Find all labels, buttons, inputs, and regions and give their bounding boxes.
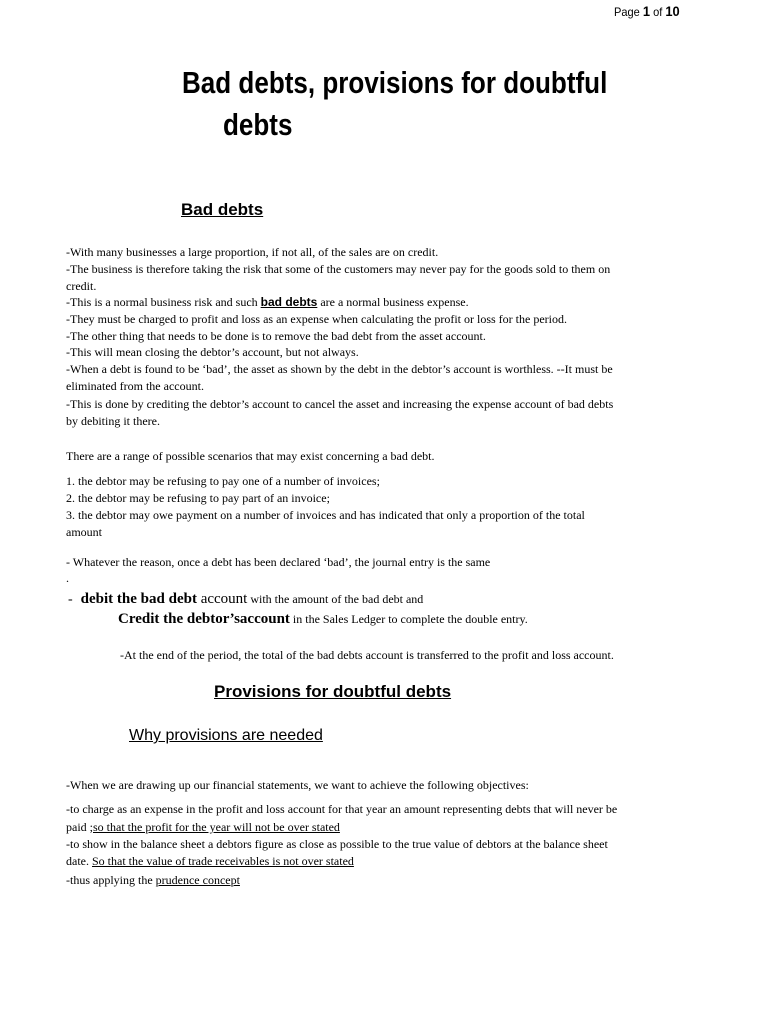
objective-3-pre: -thus applying the [66,873,156,887]
objective-2: -to show in the balance sheet a debtors figure as close as possible to the true value of debtors at the balance sheet [66,837,608,851]
subheading-why-provisions [129,726,323,746]
bad-debts-line-8-cont: by debiting it there. [66,414,160,428]
journal-dot: . [66,571,69,585]
journal-debit-account: account [196,591,248,607]
scenarios-intro: There are a range of possible scenarios that may exist concerning a bad debt. [66,449,435,463]
journal-debit-bold: debit the bad debt [80,591,197,607]
bad-debts-line-2-cont: credit. [66,279,97,293]
objective-2-cont [66,853,354,870]
journal-intro: - Whatever the reason, once a debt has been declared ‘bad’, the journal entry is the same [66,555,491,569]
objective-2-cont-pre: date. [66,854,92,868]
page-number-separator: of [650,5,666,19]
journal-debit-dash: - [68,592,73,607]
scenario-3: 3. the debtor may owe payment on a number of invoices and has indicated that only a proportion of the total [66,508,585,522]
page-title-line-2: debts [223,107,293,142]
bad-debts-line-3 [66,294,469,311]
subheading-why-provisions-text: Why provisions are needed [129,727,323,744]
objective-1-underlined: so that the profit for the year will not be over stated [93,820,340,834]
heading-provisions-text: Provisions for doubtful debts [214,682,452,701]
bad-debts-line-6: -This will mean closing the debtor’s account, but not always. [66,345,359,359]
objectives-intro: -When we are drawing up our financial statements, we want to achieve the following objectives: [66,778,529,792]
objective-1-cont [66,819,340,836]
scenario-1: 1. the debtor may be refusing to pay one of a number of invoices; [66,474,380,488]
page-number-total: 10 [665,3,680,19]
journal-debit-line [68,589,423,610]
scenario-2: 2. the debtor may be refusing to pay part of an invoice; [66,491,330,505]
page-number-current: 1 [642,3,651,19]
bad-debts-line-7-cont: eliminated from the account. [66,379,204,393]
heading-bad-debts [181,199,263,221]
page-title-line-2-wrap [223,106,306,144]
heading-provisions [214,681,451,703]
bad-debts-line-7: -When a debt is found to be ‘bad’, the asset as shown by the debt in the debtor’s account is worthless. --It must be [66,362,613,376]
page-number-prefix: Page [614,5,643,19]
page-title [182,64,688,102]
period-end-note: -At the end of the period, the total of the bad debts account is transferred to the profit and loss account. [120,648,614,662]
objective-3 [66,872,240,889]
page-number [614,3,685,19]
journal-credit-bold: Credit the debtor’saccount [118,611,290,627]
journal-credit-line [118,609,528,629]
page-title-line-1: Bad debts, provisions for doubtful [182,65,608,100]
objective-2-underlined: So that the value of trade receivables is not over stated [92,854,354,868]
bad-debts-line-3-pre: -This is a normal business risk and such [66,295,261,309]
objective-1: -to charge as an expense in the profit and loss account for that year an amount representing debts that will never be [66,802,618,816]
journal-debit-rest: with the amount of the bad debt and [247,592,424,606]
scenario-3-cont: amount [66,525,102,539]
prudence-concept-term: prudence concept [155,873,240,887]
bad-debts-line-2: -The business is therefore taking the risk that some of the customers may never pay for the goods sold to them on [66,262,611,276]
bad-debts-line-8: -This is done by crediting the debtor’s account to cancel the asset and increasing the expense account of bad debts [66,397,614,411]
heading-bad-debts-text: Bad debts [181,200,264,219]
bad-debts-line-3-post: are a normal business expense. [317,295,469,309]
objective-1-cont-pre: paid ; [66,820,93,834]
bad-debts-line-5: -The other thing that needs to be done is to remove the bad debt from the asset account. [66,329,486,343]
bad-debts-line-1: -With many businesses a large proportion, if not all, of the sales are on credit. [66,245,439,259]
bad-debts-term: bad debts [260,295,318,309]
bad-debts-line-4: -They must be charged to profit and loss as an expense when calculating the profit or loss for the period. [66,312,567,326]
journal-credit-rest: in the Sales Ledger to complete the double entry. [289,612,528,626]
